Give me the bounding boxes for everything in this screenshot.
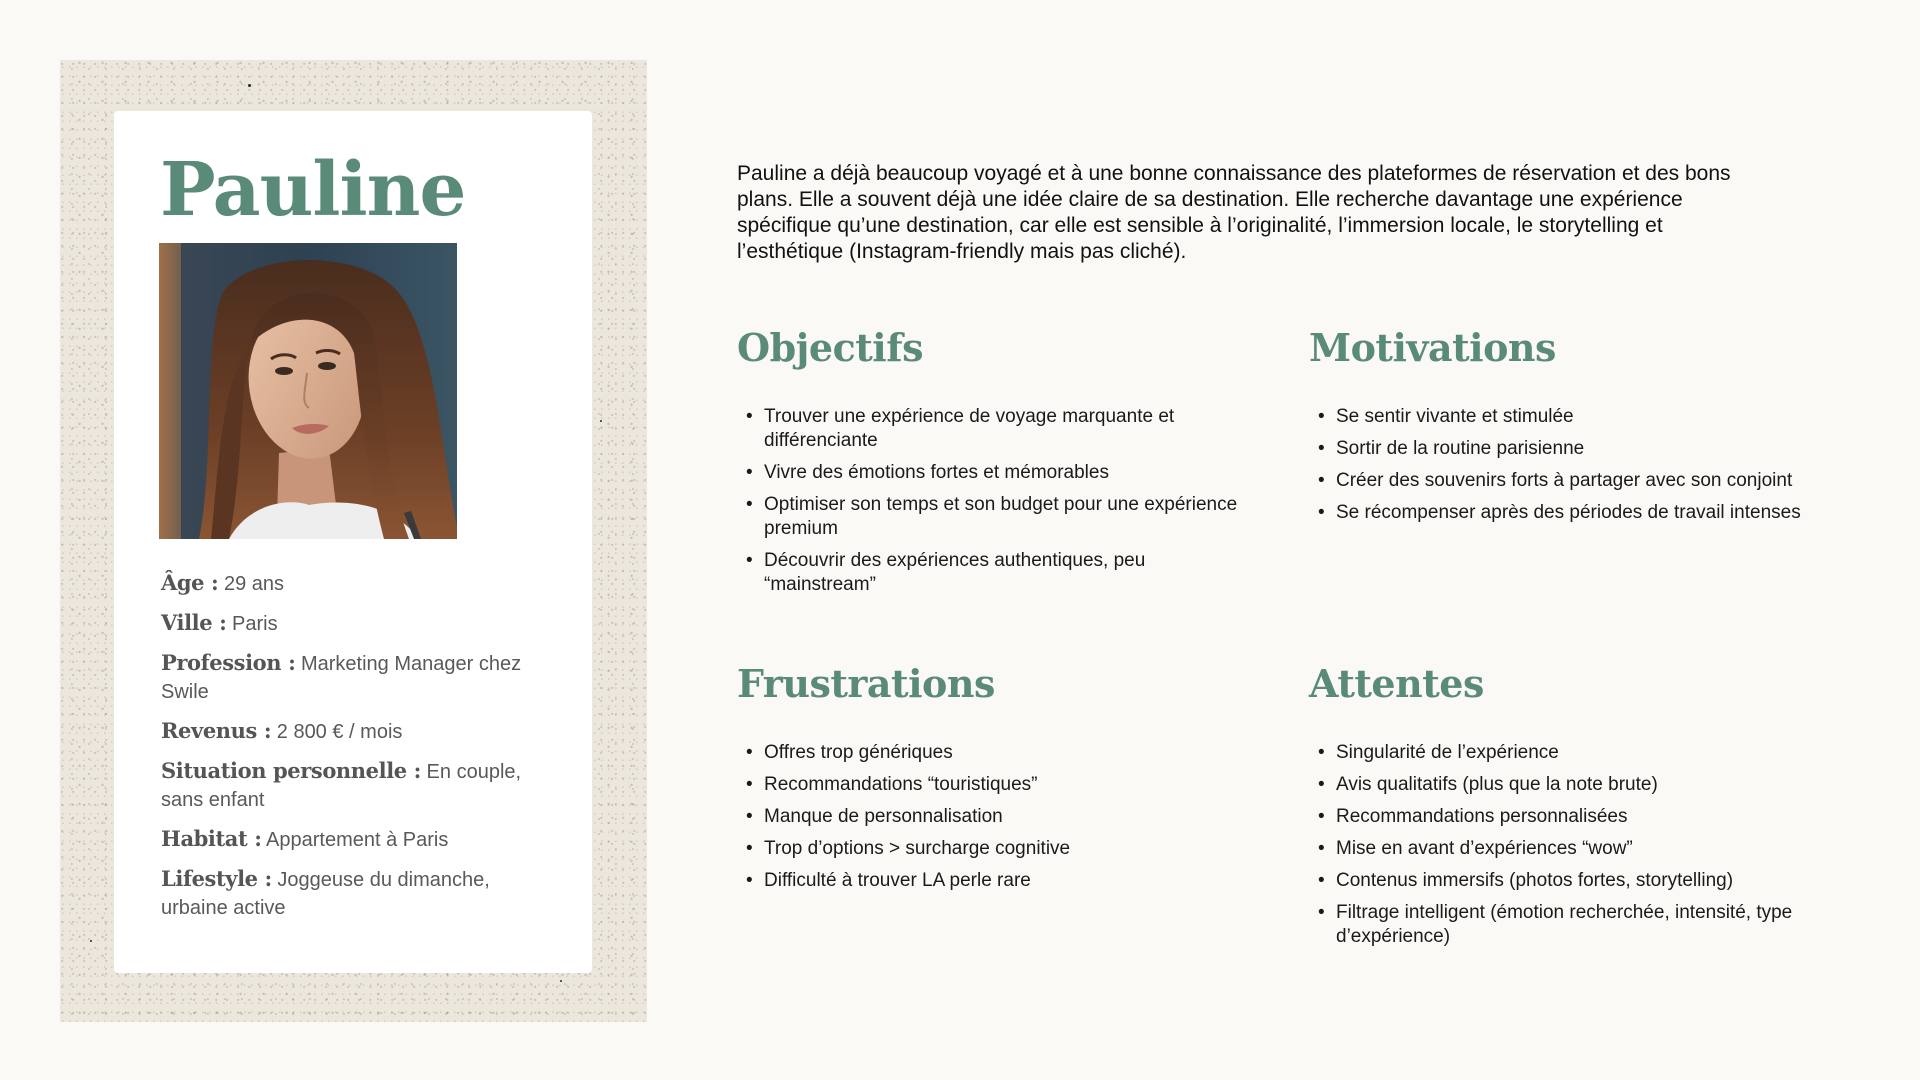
section-list — [1309, 405, 1829, 525]
fact-age — [161, 569, 561, 598]
fact-label: Revenus : — [161, 718, 272, 743]
fact-label: Profession : — [161, 650, 296, 675]
section-title: Attentes — [1309, 661, 1484, 706]
fact-value: En couple, sans enfant — [161, 761, 522, 811]
texture-speck — [90, 940, 92, 942]
fact-city — [161, 609, 561, 638]
section-title: Frustrations — [737, 661, 995, 706]
fact-profession — [161, 649, 561, 706]
section-attentes — [1309, 661, 1829, 957]
persona-facts-list — [161, 569, 561, 933]
section-title: Objectifs — [737, 325, 923, 370]
fact-label: Âge : — [161, 570, 219, 595]
fact-personal-situation — [161, 757, 561, 814]
fact-label: Lifestyle : — [161, 866, 272, 891]
list-item: • Offres trop génériques — [737, 741, 1257, 765]
fact-income — [161, 717, 561, 746]
list-item: • Trouver une expérience de voyage marquante et différenciante — [737, 405, 1257, 453]
section-objectifs — [737, 325, 1257, 605]
fact-value: Paris — [226, 613, 278, 635]
list-item: • Filtrage intelligent (émotion recherchée, intensité, type d’expérience) — [1309, 901, 1829, 949]
list-item: • Mise en avant d’expériences “wow” — [1309, 837, 1829, 861]
list-item: • Se récompenser après des périodes de travail intenses — [1309, 501, 1829, 525]
texture-speck — [600, 420, 602, 422]
list-item: • Recommandations “touristiques” — [737, 773, 1257, 797]
persona-intro-paragraph: Pauline a déjà beaucoup voyagé et à une bonne connaissance des plateformes de réservation et des bons plans. Elle a souvent déjà une idée claire de sa destination. Elle recherche davantage une expérience spécifique qu’une destination, car elle est sensible à l’originalité, l’immersion locale, le storytelling et l’esthétique (Instagram-friendly mais pas cliché). — [737, 162, 1731, 263]
fact-value: Appartement à Paris — [261, 829, 449, 851]
list-item: • Recommandations personnalisées — [1309, 805, 1829, 829]
section-title: Motivations — [1309, 325, 1556, 370]
texture-speck — [560, 980, 562, 982]
fact-label: Habitat : — [161, 826, 262, 851]
list-item: • Trop d’options > surcharge cognitive — [737, 837, 1257, 861]
fact-value: 2 800 € / mois — [271, 721, 403, 743]
list-item: • Vivre des émotions fortes et mémorables — [737, 461, 1257, 485]
list-item: • Se sentir vivante et stimulée — [1309, 405, 1829, 429]
fact-lifestyle — [161, 865, 561, 922]
texture-speck — [248, 84, 251, 87]
section-frustrations — [737, 661, 1257, 901]
fact-label: Situation personnelle : — [161, 758, 421, 783]
list-item: • Optimiser son temps et son budget pour une expérience premium — [737, 493, 1257, 541]
list-item: • Sortir de la routine parisienne — [1309, 437, 1829, 461]
fact-value: Joggeuse du dimanche, urbaine active — [161, 869, 490, 919]
portrait-illustration — [159, 243, 457, 539]
fact-value: Marketing Manager chez Swile — [161, 653, 522, 703]
list-item: • Créer des souvenirs forts à partager avec son conjoint — [1309, 469, 1829, 493]
section-list — [737, 741, 1257, 893]
fact-housing — [161, 825, 561, 854]
section-list — [737, 405, 1257, 597]
fact-label: Ville : — [161, 610, 227, 635]
list-item: • Manque de personnalisation — [737, 805, 1257, 829]
persona-photo — [159, 243, 457, 539]
section-list — [1309, 741, 1829, 949]
list-item: • Avis qualitatifs (plus que la note brute) — [1309, 773, 1829, 797]
list-item: • Singularité de l’expérience — [1309, 741, 1829, 765]
fact-value: 29 ans — [218, 573, 285, 595]
persona-name: Pauline — [160, 147, 466, 233]
section-motivations — [1309, 325, 1829, 533]
list-item: • Découvrir des expériences authentiques, peu “mainstream” — [737, 549, 1257, 597]
list-item: • Difficulté à trouver LA perle rare — [737, 869, 1257, 893]
list-item: • Contenus immersifs (photos fortes, storytelling) — [1309, 869, 1829, 893]
